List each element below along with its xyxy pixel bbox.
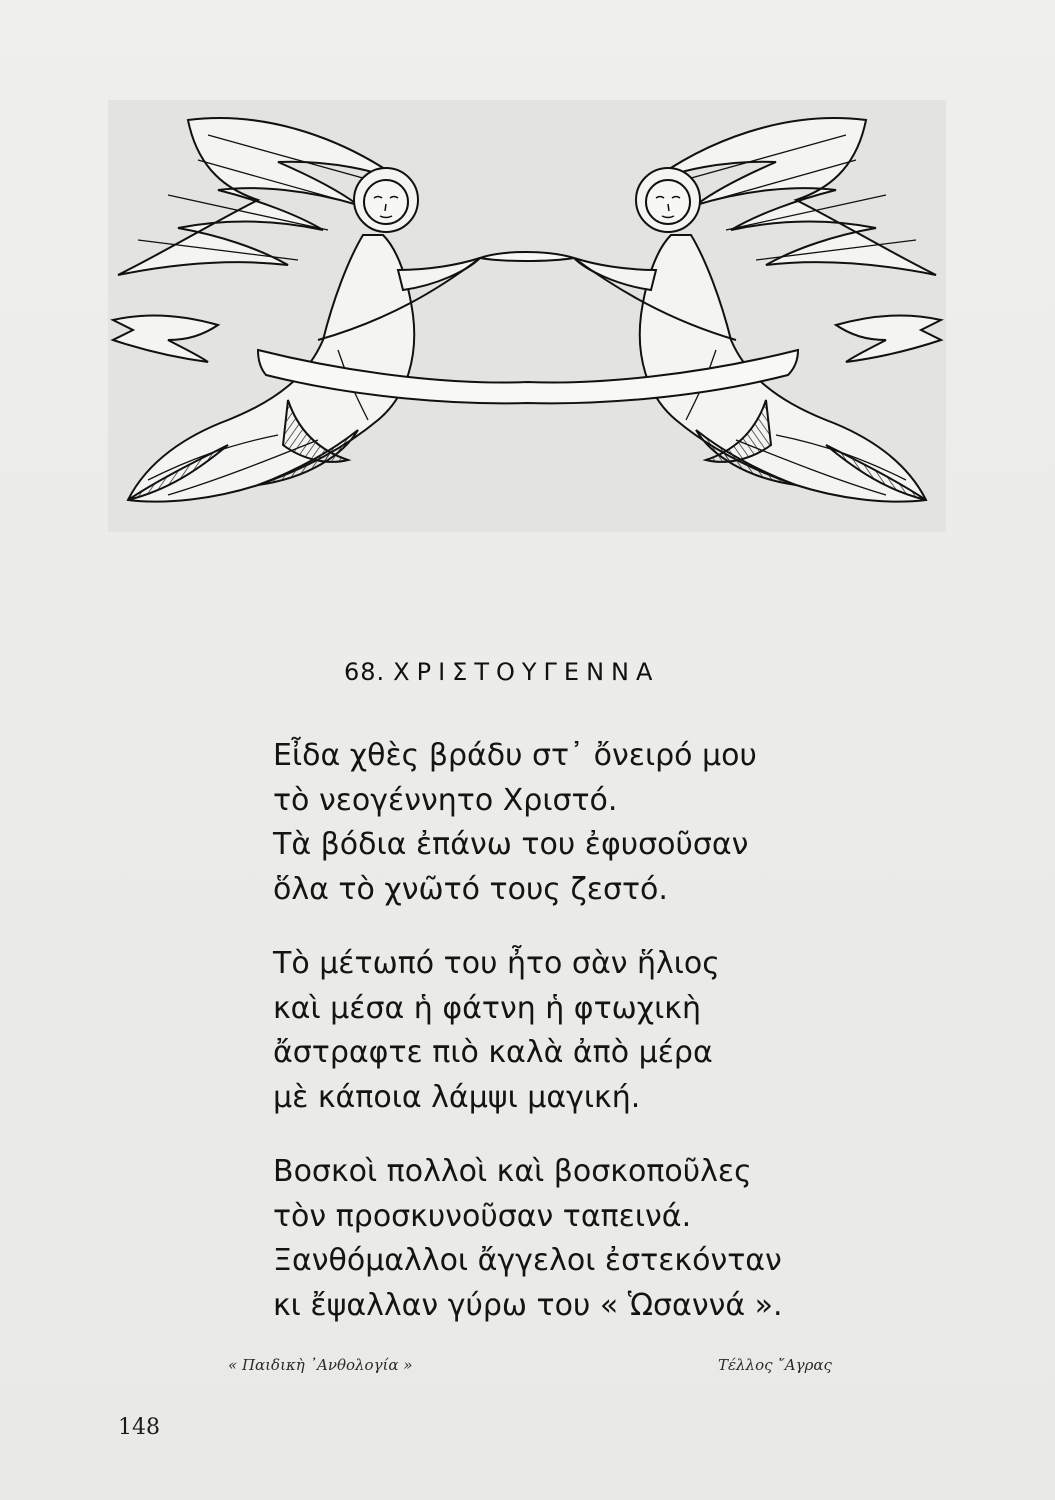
source-citation: « Παιδικὴ ᾿Ανθολογία »: [228, 1356, 413, 1374]
verse-line: καὶ μέσα ἡ φάτνη ἡ φτωχικὴ: [273, 990, 701, 1026]
verse-line: Βοσκοὶ πολλοὶ καὶ βοσκοποῦλες: [273, 1154, 752, 1189]
verse-line: κι ἔψαλλαν γύρω του « Ὡσαννά ».: [273, 1287, 783, 1323]
verse-line: ὅλα τὸ χνῶτό τους ζεστό.: [273, 871, 668, 907]
verse-line: μὲ κάποια λάμψι μαγική.: [273, 1079, 641, 1115]
angels-illustration: [108, 100, 946, 532]
verse-line: Τὰ βόδια ἐπάνω του ἐφυσοῦσαν: [273, 827, 749, 862]
stanza-3: [273, 1150, 913, 1328]
verse-line: τὸ νεογέννητο Χριστό.: [273, 782, 618, 818]
angels-holding-banner-icon: [108, 100, 946, 532]
verse-line: Τὸ μέτωπό του ἦτο σὰν ἥλιος: [273, 946, 720, 981]
verse-line: ἄστραφτε πιὸ καλὰ ἀπὸ μέρα: [273, 1035, 713, 1070]
verse-line: τὸν προσκυνοῦσαν ταπεινά.: [273, 1198, 692, 1234]
poem-body: [273, 734, 913, 1358]
poem-title: [344, 658, 659, 686]
stanza-2: [273, 942, 913, 1120]
poem-author: Τέλλος ῎Αγρας: [718, 1356, 832, 1374]
stanza-1: [273, 734, 913, 912]
poem-title-text: ΧΡΙΣΤΟΥΓΕΝΝΑ: [393, 658, 660, 686]
page-number: 148: [118, 1415, 160, 1440]
verse-line: Εἶδα χθὲς βράδυ στ᾿ ὄνειρό μου: [273, 738, 757, 773]
verse-line: Ξανθόμαλλοι ἄγγελοι ἐστεκόνταν: [273, 1243, 782, 1278]
poem-number: 68.: [344, 658, 386, 686]
